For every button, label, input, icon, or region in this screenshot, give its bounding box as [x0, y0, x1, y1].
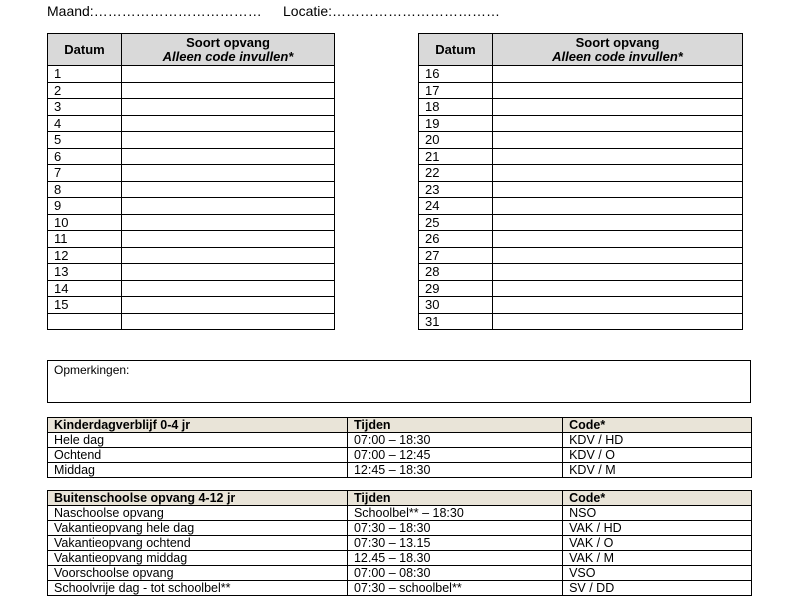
- code-cell: KDV / M: [563, 463, 752, 478]
- locatie-label: Locatie:: [283, 3, 333, 19]
- date-cell: 16: [419, 66, 493, 83]
- date-cell: 3: [48, 99, 122, 116]
- opvang-code-cell[interactable]: [493, 181, 743, 198]
- date-cell: 1: [48, 66, 122, 83]
- code-row: [48, 448, 752, 463]
- opvang-code-cell[interactable]: [122, 214, 335, 231]
- code-cell: VAK / HD: [563, 521, 752, 536]
- date-cell: 24: [419, 198, 493, 215]
- date-cell: 27: [419, 247, 493, 264]
- kdv-header-type: Kinderdagverblijf 0-4 jr: [48, 418, 348, 433]
- code-row: [48, 506, 752, 521]
- opvang-code-cell[interactable]: [493, 280, 743, 297]
- date-row: [48, 198, 335, 215]
- opvang-type-cell: Middag: [48, 463, 348, 478]
- opvang-code-cell[interactable]: [493, 66, 743, 83]
- code-row: [48, 581, 752, 596]
- opvang-code-cell[interactable]: [122, 247, 335, 264]
- opvang-code-cell[interactable]: [122, 82, 335, 99]
- tijden-cell: 07:00 – 08:30: [347, 566, 562, 581]
- opvang-type-cell: Hele dag: [48, 433, 348, 448]
- date-row: [48, 181, 335, 198]
- opvang-type-cell: Vakantieopvang ochtend: [48, 536, 348, 551]
- opvang-type-cell: Vakantieopvang middag: [48, 551, 348, 566]
- opvang-code-cell[interactable]: [493, 198, 743, 215]
- opvang-code-cell[interactable]: [122, 115, 335, 132]
- opvang-code-cell[interactable]: [493, 132, 743, 149]
- opvang-code-cell[interactable]: [122, 132, 335, 149]
- date-row: [48, 66, 335, 83]
- opvang-code-cell[interactable]: [493, 165, 743, 182]
- date-row: [419, 99, 743, 116]
- date-row: [48, 264, 335, 281]
- date-row: [48, 148, 335, 165]
- opvang-code-cell[interactable]: [122, 66, 335, 83]
- tijden-cell: 07:00 – 18:30: [347, 433, 562, 448]
- date-cell: 12: [48, 247, 122, 264]
- opvang-code-cell[interactable]: [122, 280, 335, 297]
- tijden-cell: 12.45 – 18.30: [347, 551, 562, 566]
- code-row: [48, 536, 752, 551]
- maand-line: [47, 3, 262, 19]
- tijden-cell: 07:30 – 13.15: [347, 536, 562, 551]
- date-row: [419, 198, 743, 215]
- date-row: [419, 132, 743, 149]
- opvang-code-cell[interactable]: [122, 165, 335, 182]
- date-row: [419, 247, 743, 264]
- opvang-code-cell[interactable]: [493, 313, 743, 330]
- date-row: [419, 66, 743, 83]
- date-cell: 9: [48, 198, 122, 215]
- date-row: [419, 231, 743, 248]
- date-row: [48, 115, 335, 132]
- tijden-cell: 12:45 – 18:30: [347, 463, 562, 478]
- date-cell: 26: [419, 231, 493, 248]
- date-row: [48, 214, 335, 231]
- code-cell: SV / DD: [563, 581, 752, 596]
- date-row: [419, 165, 743, 182]
- code-cell: VAK / M: [563, 551, 752, 566]
- maand-field[interactable]: ………………………………: [93, 3, 262, 19]
- date-row: [48, 165, 335, 182]
- opvang-code-cell[interactable]: [122, 231, 335, 248]
- remarks-label: Opmerkingen:: [54, 363, 130, 377]
- code-cell: VAK / O: [563, 536, 752, 551]
- date-cell: 7: [48, 165, 122, 182]
- bso-header-code: Code*: [563, 491, 752, 506]
- kdv-code-table: [47, 417, 752, 478]
- kdv-header-tijden: Tijden: [347, 418, 562, 433]
- date-row: [419, 297, 743, 314]
- date-cell: 25: [419, 214, 493, 231]
- date-row: [419, 264, 743, 281]
- date-cell: 21: [419, 148, 493, 165]
- code-cell: KDV / O: [563, 448, 752, 463]
- date-row: [48, 247, 335, 264]
- date-cell: 2: [48, 82, 122, 99]
- code-row: [48, 551, 752, 566]
- opvang-type-cell: Voorschoolse opvang: [48, 566, 348, 581]
- date-row: [48, 132, 335, 149]
- code-cell: NSO: [563, 506, 752, 521]
- code-cell: KDV / HD: [563, 433, 752, 448]
- date-cell: 30: [419, 297, 493, 314]
- opvang-code-cell[interactable]: [493, 115, 743, 132]
- date-row: [419, 148, 743, 165]
- date-cell: 15: [48, 297, 122, 314]
- remarks-box[interactable]: [47, 360, 751, 403]
- date-cell: 10: [48, 214, 122, 231]
- opvang-type-cell: Ochtend: [48, 448, 348, 463]
- date-cell: 23: [419, 181, 493, 198]
- date-cell: 28: [419, 264, 493, 281]
- date-row: [419, 214, 743, 231]
- date-row: [419, 181, 743, 198]
- opvang-type-cell: Vakantieopvang hele dag: [48, 521, 348, 536]
- col-soort-opvang: Soort opvang Alleen code invullen*: [122, 34, 335, 66]
- date-row: [419, 115, 743, 132]
- opvang-code-cell[interactable]: [122, 313, 335, 330]
- col-datum: Datum: [48, 34, 122, 66]
- code-row: [48, 433, 752, 448]
- date-cell: 19: [419, 115, 493, 132]
- col-datum: Datum: [419, 34, 493, 66]
- code-cell: VSO: [563, 566, 752, 581]
- code-row: [48, 566, 752, 581]
- date-row: [419, 280, 743, 297]
- opvang-code-cell[interactable]: [493, 264, 743, 281]
- date-row: [419, 313, 743, 330]
- opvang-code-cell[interactable]: [493, 231, 743, 248]
- date-row: [48, 313, 335, 330]
- opvang-code-cell[interactable]: [493, 99, 743, 116]
- locatie-line: [283, 3, 500, 19]
- opvang-code-cell[interactable]: [493, 297, 743, 314]
- opvang-code-cell[interactable]: [122, 181, 335, 198]
- date-table-left: [47, 33, 335, 330]
- opvang-code-cell[interactable]: [493, 247, 743, 264]
- date-cell: 22: [419, 165, 493, 182]
- opvang-code-cell[interactable]: [122, 297, 335, 314]
- date-cell: 29: [419, 280, 493, 297]
- date-cell: 13: [48, 264, 122, 281]
- opvang-code-cell[interactable]: [122, 148, 335, 165]
- opvang-code-cell[interactable]: [493, 214, 743, 231]
- date-row: [48, 99, 335, 116]
- opvang-code-cell[interactable]: [493, 82, 743, 99]
- opvang-code-cell[interactable]: [122, 99, 335, 116]
- date-table-right: [418, 33, 743, 330]
- date-cell: 5: [48, 132, 122, 149]
- date-cell: 11: [48, 231, 122, 248]
- date-cell: 18: [419, 99, 493, 116]
- date-cell: 4: [48, 115, 122, 132]
- tijden-cell: 07:00 – 12:45: [347, 448, 562, 463]
- opvang-code-cell[interactable]: [493, 148, 743, 165]
- opvang-type-cell: Schoolvrije dag - tot schoolbel**: [48, 581, 348, 596]
- date-row: [48, 231, 335, 248]
- code-row: [48, 463, 752, 478]
- col-soort-opvang: Soort opvang Alleen code invullen*: [493, 34, 743, 66]
- locatie-field[interactable]: ………………………………: [332, 3, 501, 19]
- kdv-header-code: Code*: [563, 418, 752, 433]
- bso-code-table: [47, 490, 752, 596]
- opvang-type-cell: Naschoolse opvang: [48, 506, 348, 521]
- bso-header-tijden: Tijden: [347, 491, 562, 506]
- date-row: [48, 297, 335, 314]
- bso-header-type: Buitenschoolse opvang 4-12 jr: [48, 491, 348, 506]
- date-cell: 31: [419, 313, 493, 330]
- date-cell: 8: [48, 181, 122, 198]
- date-cell: 6: [48, 148, 122, 165]
- tijden-cell: Schoolbel** – 18:30: [347, 506, 562, 521]
- tijden-cell: 07:30 – 18:30: [347, 521, 562, 536]
- date-cell: 17: [419, 82, 493, 99]
- tijden-cell: 07:30 – schoolbel**: [347, 581, 562, 596]
- maand-label: Maand:: [47, 3, 94, 19]
- date-row: [48, 82, 335, 99]
- date-cell: [48, 313, 122, 330]
- date-row: [48, 280, 335, 297]
- opvang-code-cell[interactable]: [122, 264, 335, 281]
- date-row: [419, 82, 743, 99]
- code-row: [48, 521, 752, 536]
- date-cell: 14: [48, 280, 122, 297]
- opvang-code-cell[interactable]: [122, 198, 335, 215]
- date-cell: 20: [419, 132, 493, 149]
